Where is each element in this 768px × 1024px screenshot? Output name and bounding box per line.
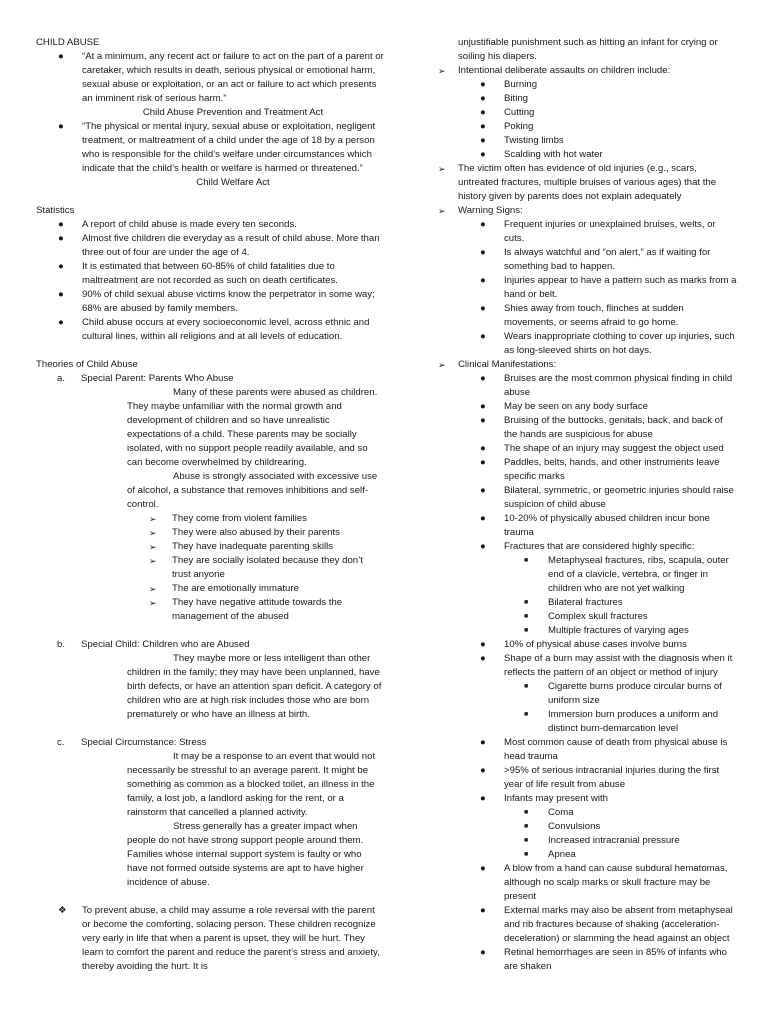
- warning-item: [438, 302, 738, 330]
- clinical-list: [438, 862, 738, 974]
- warning-item: [438, 274, 738, 302]
- assault-item-text: Cutting: [504, 107, 535, 118]
- infant-sign-item: [438, 848, 738, 862]
- parent-trait-item: [36, 540, 384, 554]
- warning-item: [438, 330, 738, 358]
- clinical-item: [438, 736, 738, 764]
- clinical-item-text: Bilateral, symmetric, or geometric injuries should raise suspicion of child abuse: [504, 485, 734, 510]
- list-marker: a.: [57, 373, 66, 384]
- statistic-item: [36, 260, 384, 288]
- square-bullet-icon: ■: [524, 557, 529, 564]
- definition-source: Child Welfare Act: [196, 177, 270, 188]
- parent-trait-item-text: The are emotionally immature: [172, 583, 299, 594]
- bullet-icon: ●: [480, 93, 486, 104]
- clinical-item: [438, 414, 738, 442]
- clinical-item-text: 10% of physical abuse cases involve burns: [504, 639, 687, 650]
- assault-item-text: Biting: [504, 93, 528, 104]
- clinical-item-text: Paddles, belts, hands, and other instruments leave specific marks: [504, 457, 720, 482]
- square-bullet-icon: ■: [524, 627, 529, 634]
- warning-item: [438, 218, 738, 246]
- bullet-icon: ●: [58, 121, 64, 132]
- warning-heading: ➢ Warning Signs:: [438, 205, 523, 216]
- square-bullet-icon: ■: [524, 851, 529, 858]
- theory-b-heading: [36, 638, 384, 652]
- infant-signs-list: [438, 806, 738, 862]
- theories-heading: Theories of Child Abuse: [36, 359, 138, 370]
- assault-item-text: Twisting limbs: [504, 135, 564, 146]
- theory-title: Special Child: Children who are Abused: [81, 639, 250, 650]
- clinical-item-text: Bruising of the buttocks, genitals, back, and back of the hands are suspicious for abuse: [504, 415, 723, 440]
- continued-text: unjustifiable punishment such as hitting an infant for crying or soiling his diapers.: [458, 37, 718, 62]
- arrow-bullet-icon: ➢: [149, 528, 157, 538]
- clinical-list: [438, 736, 738, 806]
- statistic-item-text: Almost five children die everyday as a result of child abuse. More than three out of four are under the age of 4.: [82, 233, 380, 258]
- clinical-list: [438, 638, 738, 680]
- assault-item: [438, 148, 738, 162]
- old-injuries-item: ➢ The victim often has evidence of old injuries (e.g., scars, untreated fractures, multiple bruises of various ages) that the history given by parents does not explain adequately: [438, 163, 717, 202]
- parent-trait-item-text: They have negative attitude towards the management of the abused: [172, 597, 343, 622]
- theory-paragraph: Many of these parents were abused as children. They maybe unfamiliar with the normal growth and development of children and so have unrealistic expectations of a child. These parents may be socially isolated, with no support people readily available, and so can become overwhelmed by childrearing.: [127, 387, 378, 468]
- bullet-icon: ●: [480, 639, 486, 650]
- list-marker: b.: [57, 639, 66, 650]
- bullet-icon: ●: [480, 135, 486, 146]
- clinical-item-text: Most common cause of death from physical abuse is head trauma: [504, 737, 728, 762]
- warning-item-text: Wears inappropriate clothing to cover up injuries, such as long-sleeved shirts on hot days.: [504, 331, 735, 356]
- bullet-icon: ●: [480, 247, 486, 258]
- clinical-item: [438, 638, 738, 652]
- definition-item: [36, 120, 384, 190]
- fracture-item-text: Multiple fractures of varying ages: [548, 625, 689, 636]
- assault-item-text: Scalding with hot water: [504, 149, 603, 160]
- square-bullet-icon: ■: [524, 613, 529, 620]
- fracture-item: [438, 554, 738, 596]
- clinical-item-text: Fractures that are considered highly specific:: [504, 541, 695, 552]
- bullet-icon: ●: [58, 233, 64, 244]
- document-title: CHILD ABUSE: [36, 37, 100, 48]
- clinical-item-text: External marks may also be absent from metaphyseal and rib fractures because of shaking (acceleration-deceleration) or slamming the head against an object: [504, 905, 733, 944]
- theory-title: Special Circumstance: Stress: [81, 737, 207, 748]
- infant-sign-item-text: Increased intracranial pressure: [548, 835, 680, 846]
- parent-trait-item: [36, 512, 384, 526]
- definition-text: “The physical or mental injury, sexual abuse or exploitation, negligent treatment, or maltreatment of a child under the age of 18 by a person who is responsible for the child’s welfare under circumstances which indicate that the child’s health or welfare is harmed or threatened.”: [82, 121, 376, 174]
- bullet-icon: ●: [480, 275, 486, 286]
- parent-traits-list: [36, 512, 384, 624]
- statistic-item-text: A report of child abuse is made every ten seconds.: [82, 219, 297, 230]
- warning-item: [438, 246, 738, 274]
- list-marker: c.: [57, 737, 65, 748]
- clinical-item-text: A blow from a hand can cause subdural hematomas, although no scalp marks or skull fracture may be present: [504, 863, 728, 902]
- arrow-bullet-icon: ➢: [438, 360, 446, 370]
- clinical-item-text: Retinal hemorrhages are seen in 85% of infants who are shaken: [504, 947, 727, 972]
- square-bullet-icon: ■: [524, 837, 529, 844]
- clinical-item-text: Shape of a burn may assist with the diagnosis when it reflects the pattern of an object or method of injury: [504, 653, 733, 678]
- arrow-bullet-icon: ➢: [438, 164, 446, 174]
- clinical-item: [438, 512, 738, 540]
- bullet-icon: ●: [58, 261, 64, 272]
- statistic-item: [36, 218, 384, 232]
- infant-sign-item: [438, 834, 738, 848]
- infant-sign-item: [438, 806, 738, 820]
- theory-paragraph: They maybe more or less intelligent than other children in the family; they may have been unplanned, have birth defects, or have an attention span deficit. A category of children who are at high risk includes those who are born prematurely or who have an illness at birth.: [127, 653, 382, 720]
- square-bullet-icon: ■: [524, 823, 529, 830]
- arrow-bullet-icon: ➢: [149, 584, 157, 594]
- clinical-item: [438, 792, 738, 806]
- theory-a-heading: [36, 372, 384, 386]
- clinical-item: [438, 862, 738, 904]
- assaults-heading: ➢ Intentional deliberate assaults on children include:: [438, 65, 671, 76]
- bullet-icon: ●: [480, 331, 486, 342]
- bullet-icon: ●: [480, 513, 486, 524]
- statistic-item-text: Child abuse occurs at every socioeconomic level, across ethnic and cultural lines, within all religions and at all levels of education.: [82, 317, 370, 342]
- burns-list: [438, 680, 738, 736]
- parent-trait-item: [36, 554, 384, 582]
- clinical-item: [438, 764, 738, 792]
- statistic-item-text: 90% of child sexual abuse victims know the perpetrator in some way; 68% are abused by family members.: [82, 289, 375, 314]
- warning-item-text: Is always watchful and “on alert,” as if waiting for something bad to happen.: [504, 247, 711, 272]
- statistic-item: [36, 288, 384, 316]
- theory-paragraph: It may be a response to an event that would not necessarily be stressful to an average parent. It might be something as common as a blocked toilet, an illness in the family, a lost job, a landlord asking for the rent, or a rainstorm that cancelled a planned activity.: [127, 751, 376, 818]
- clinical-item-text: Bruises are the most common physical finding in child abuse: [504, 373, 733, 398]
- arrow-bullet-icon: ➢: [149, 514, 157, 524]
- statistics-heading: Statistics: [36, 205, 75, 216]
- clinical-item: [438, 442, 738, 456]
- infant-sign-item-text: Coma: [548, 807, 574, 818]
- theory-paragraph: Abuse is strongly associated with excessive use of alcohol, a substance that removes inhibitions and self-control.: [127, 471, 378, 510]
- bullet-icon: ●: [480, 443, 486, 454]
- clinical-item: [438, 904, 738, 946]
- diamond-bullet-icon: ❖: [58, 905, 67, 916]
- clinical-item: [438, 484, 738, 512]
- arrow-bullet-icon: ➢: [149, 556, 157, 566]
- clinical-item-text: The shape of an injury may suggest the object used: [504, 443, 724, 454]
- theory-c-heading: [36, 736, 384, 750]
- definition-text: “At a minimum, any recent act or failure to act on the part of a parent or caretaker, which results in death, serious physical or emotional harm, sexual abuse or exploitation, or an act or failure to act which presents an imminent risk of serious harm.”: [82, 51, 384, 104]
- statistic-item-text: It is estimated that between 60-85% of child fatalities due to maltreatment are not recorded as such on death certificates.: [82, 261, 338, 286]
- definition-source: Child Abuse Prevention and Treatment Act: [142, 107, 324, 118]
- burn-item-text: Cigarette burns produce circular burns of uniform size: [548, 681, 722, 706]
- right-column: [438, 36, 738, 974]
- bullet-icon: ●: [480, 905, 486, 916]
- bullet-icon: ●: [58, 219, 64, 230]
- square-bullet-icon: ■: [524, 711, 529, 718]
- warning-item-text: Frequent injuries or unexplained bruises, welts, or cuts.: [504, 219, 716, 244]
- statistic-item: [36, 232, 384, 260]
- warning-item-text: Shies away from touch, flinches at sudden movements, or seems afraid to go home.: [504, 303, 684, 328]
- assault-item-text: Burning: [504, 79, 538, 90]
- left-column: [36, 36, 384, 974]
- parent-trait-item: [36, 596, 384, 624]
- bullet-icon: ●: [480, 373, 486, 384]
- burn-item-text: Immersion burn produces a uniform and distinct burn-demarcation level: [548, 709, 719, 734]
- bullet-icon: ●: [480, 401, 486, 412]
- assault-item-text: Poking: [504, 121, 534, 132]
- burn-item: [438, 708, 738, 736]
- fracture-item-text: Bilateral fractures: [548, 597, 623, 608]
- assault-item: [438, 134, 738, 148]
- assault-item: [438, 120, 738, 134]
- bullet-icon: ●: [480, 121, 486, 132]
- assaults-list: [438, 78, 738, 162]
- square-bullet-icon: ■: [524, 599, 529, 606]
- bullet-icon: ●: [58, 51, 64, 62]
- bullet-icon: ●: [480, 107, 486, 118]
- clinical-item-text: May be seen on any body surface: [504, 401, 648, 412]
- statistic-item: [36, 316, 384, 344]
- assault-item: [438, 106, 738, 120]
- theory-paragraph: Stress generally has a greater impact when people do not have strong support people around them. Families whose internal support system is faulty or who have not formed outside systems are apt to have higher incidence of abuse.: [127, 821, 364, 888]
- arrow-bullet-icon: ➢: [438, 206, 446, 216]
- statistics-list: [36, 218, 384, 344]
- bullet-icon: ●: [480, 793, 486, 804]
- prevention-note: [36, 904, 384, 974]
- theory-title: Special Parent: Parents Who Abuse: [81, 373, 234, 384]
- infant-sign-item-text: Apnea: [548, 849, 576, 860]
- definition-item: [36, 50, 384, 120]
- clinical-item-text: 10-20% of physically abused children incur bone trauma: [504, 513, 710, 538]
- clinical-item: [438, 540, 738, 554]
- fracture-item-text: Metaphyseal fractures, ribs, scapula, outer end of a clavicle, vertebra, or finger in children who are not yet walking: [548, 555, 729, 594]
- fracture-item: [438, 596, 738, 610]
- square-bullet-icon: ■: [524, 809, 529, 816]
- parent-trait-item-text: They are socially isolated because they don’t trust anyone: [172, 555, 363, 580]
- bullet-icon: ●: [58, 289, 64, 300]
- bullet-icon: ●: [480, 415, 486, 426]
- clinical-item: [438, 652, 738, 680]
- square-bullet-icon: ■: [524, 683, 529, 690]
- infant-sign-item-text: Convulsions: [548, 821, 601, 832]
- assault-item: [438, 92, 738, 106]
- arrow-bullet-icon: ➢: [438, 66, 446, 76]
- assault-item: [438, 78, 738, 92]
- prevention-text: To prevent abuse, a child may assume a role reversal with the parent or become the comforting, solacing person. These children recognize very early in life that when a parent is upset, they will be hurt. They learn to comfort the parent and reduce the parent’s stress and anxiety, thereby avoiding the hurt. It is: [82, 905, 380, 972]
- parent-trait-item: [36, 526, 384, 540]
- bullet-icon: ●: [480, 737, 486, 748]
- parent-trait-item-text: They have inadequate parenting skills: [172, 541, 334, 552]
- bullet-icon: ●: [480, 219, 486, 230]
- bullet-icon: ●: [480, 457, 486, 468]
- fracture-item: [438, 624, 738, 638]
- clinical-item-text: >95% of serious intracranial injuries during the first year of life result from abuse: [504, 765, 720, 790]
- clinical-item: [438, 372, 738, 400]
- clinical-item: [438, 946, 738, 974]
- arrow-bullet-icon: ➢: [149, 542, 157, 552]
- fracture-item-text: Complex skull fractures: [548, 611, 648, 622]
- clinical-list: [438, 372, 738, 554]
- clinical-item: [438, 400, 738, 414]
- bullet-icon: ●: [58, 317, 64, 328]
- clinical-heading: ➢ Clinical Manifestations:: [438, 359, 557, 370]
- warning-item-text: Injuries appear to have a pattern such as marks from a hand or belt.: [504, 275, 737, 300]
- clinical-item-text: Infants may present with: [504, 793, 608, 804]
- clinical-item: [438, 456, 738, 484]
- parent-trait-item-text: They were also abused by their parents: [172, 527, 340, 538]
- fractures-list: [438, 554, 738, 638]
- warning-list: [438, 218, 738, 358]
- parent-trait-item: [36, 582, 384, 596]
- bullet-icon: ●: [480, 149, 486, 160]
- bullet-icon: ●: [480, 863, 486, 874]
- bullet-icon: ●: [480, 765, 486, 776]
- fracture-item: [438, 610, 738, 624]
- infant-sign-item: [438, 820, 738, 834]
- parent-trait-item-text: They come from violent families: [172, 513, 307, 524]
- bullet-icon: ●: [480, 303, 486, 314]
- arrow-bullet-icon: ➢: [149, 598, 157, 608]
- bullet-icon: ●: [480, 653, 486, 664]
- bullet-icon: ●: [480, 79, 486, 90]
- bullet-icon: ●: [480, 947, 486, 958]
- bullet-icon: ●: [480, 485, 486, 496]
- bullet-icon: ●: [480, 541, 486, 552]
- burn-item: [438, 680, 738, 708]
